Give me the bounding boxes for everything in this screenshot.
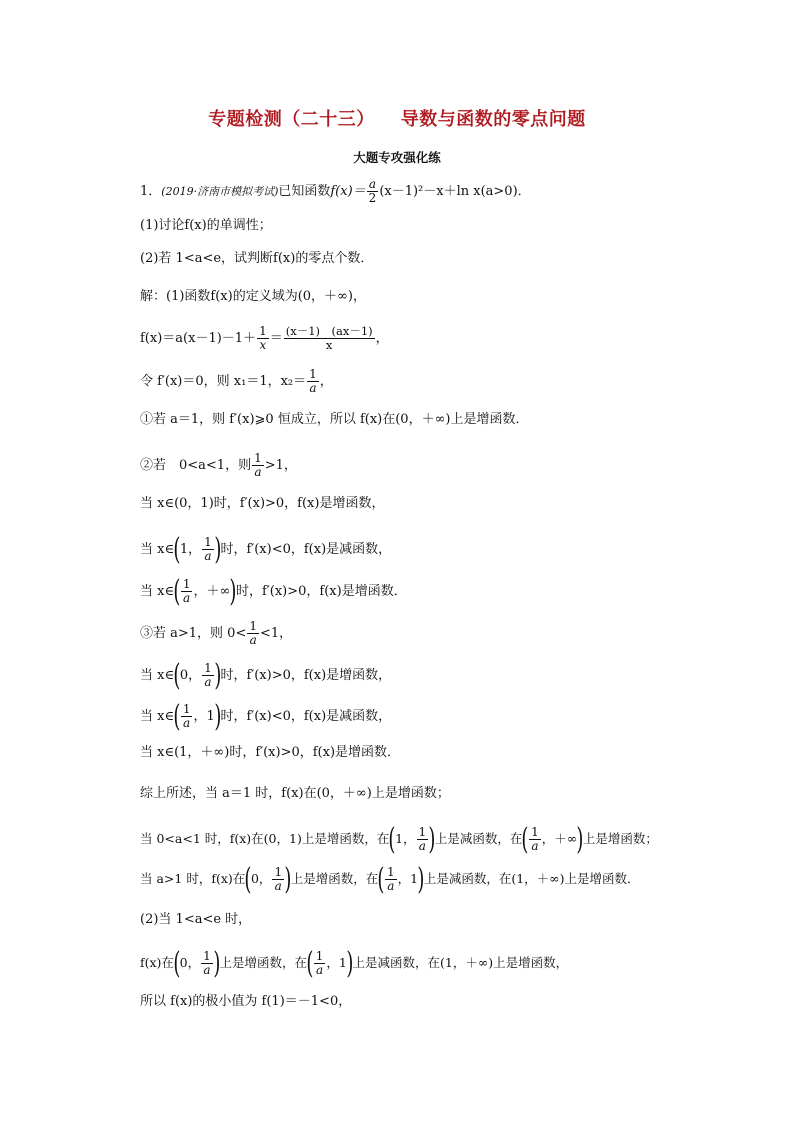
solution-line-8: 当 x∈( $\frac{1}{a}$ ，＋∞)时，f′(x)>0，f(x)是增函数． [140, 573, 407, 609]
solution-line-2: f(x)＝a(x－1)－1＋ $\frac{1}{x}$ ＝ $\frac{(x-1) (ax-1)}{x}$ ， [140, 324, 389, 352]
fraction: $\frac{1}{a}$ [182, 702, 191, 730]
solution-line-9: ③若 a>1，则 0< $\frac{1}{a}$ <1， [140, 619, 293, 647]
fraction: $\frac{1}{a}$ [204, 661, 212, 689]
solution-line-12: 当 x∈(1，＋∞)时，f′(x)>0，f(x)是增函数． [140, 745, 401, 760]
solution-line-13: 综上所述，当 a＝1 时，f(x)在(0，＋∞)上是增函数； [140, 786, 450, 801]
solution-line-15: 当 a>1 时，f(x)在(0， $\frac{1}{a}$ )上是增函数，在( $\frac{1}{a}$ ，1)上是减函数，在(1，＋∞)上是增函数． [140, 861, 640, 897]
fraction: $\frac{1}{a}$ [274, 865, 283, 893]
fraction: $\frac{1}{a}$ [182, 577, 191, 605]
solution-line-18: 所以 f(x)的极小值为 f(1)＝－1<0， [140, 994, 352, 1009]
question-part-2: (2)若 1<a<e，试判断f(x)的零点个数． [140, 251, 374, 266]
title-main: 专题检测（二十三） [208, 109, 375, 130]
solution-line-7: 当 x∈(1， $\frac{1}{a}$ )时，f′(x)<0，f(x)是减函数， [140, 531, 392, 567]
fraction: $\frac{1}{a}$ [203, 949, 211, 977]
solution-line-17: f(x)在(0， $\frac{1}{a}$ )上是增函数，在( $\frac{1}{a}$ ，1)上是减函数，在(1，＋∞)上是增函数， [140, 945, 569, 981]
solution-line-11: 当 x∈( $\frac{1}{a}$ ，1)时，f′(x)<0，f(x)是减函数， [140, 698, 392, 734]
fraction: $\frac{1}{a}$ [387, 865, 395, 893]
solution-line-14: 当 0<a<1 时，f(x)在(0，1)上是增函数，在(1， $\frac{1}{a}$ )上是减函数，在( $\frac{1}{a}$ ，＋∞)上是增函数； [140, 821, 658, 857]
question-1-stem: 1．(2019·济南市模拟考试)已知函数f(x)＝ $\frac{a}{2}$ (x－1)²－x＋ln x(a>0)． [140, 177, 531, 205]
fraction: $\frac{1}{a}$ [309, 367, 317, 395]
fraction: $\frac{(x-1) (ax-1)}{x}$ [285, 324, 373, 352]
page-title [0, 105, 794, 131]
solution-line-16: (2)当 1<a<e 时， [140, 912, 252, 927]
solution-line-4: ①若 a＝1，则 f′(x)⩾0 恒成立，所以 f(x)在(0，＋∞)上是增函数． [140, 412, 529, 427]
title-topic: 导数与函数的零点问题 [400, 109, 586, 130]
fraction: $\frac{1}{a}$ [254, 451, 262, 479]
fraction: $\frac{1}{a}$ [531, 825, 539, 853]
question-part-1: (1)讨论f(x)的单调性； [140, 218, 272, 233]
section-subtitle: 大题专攻强化练 [353, 150, 441, 165]
question-source: (2019·济南市模拟考试) [161, 185, 279, 198]
solution-line-1: 解：(1)函数f(x)的定义域为(0，＋∞)， [140, 289, 366, 304]
fraction: $\frac{1}{a}$ [249, 619, 257, 647]
fraction: $\frac{1}{a}$ [315, 949, 324, 977]
solution-line-3: 令 f′(x)＝0，则 x₁＝1，x₂＝ $\frac{1}{a}$ ， [140, 367, 333, 395]
fraction: $\frac{a}{2}$ [368, 177, 377, 205]
fraction: $\frac{1}{a}$ [204, 535, 212, 563]
solution-line-5: ②若 0<a<1，则 $\frac{1}{a}$ >1， [140, 451, 297, 479]
fraction: $\frac{1}{a}$ [418, 825, 427, 853]
solution-line-10: 当 x∈(0， $\frac{1}{a}$ )时，f′(x)>0，f(x)是增函数， [140, 657, 392, 693]
solution-line-6: 当 x∈(0，1)时，f′(x)>0，f(x)是增函数， [140, 496, 385, 511]
fraction: $\frac{1}{x}$ [259, 324, 267, 352]
